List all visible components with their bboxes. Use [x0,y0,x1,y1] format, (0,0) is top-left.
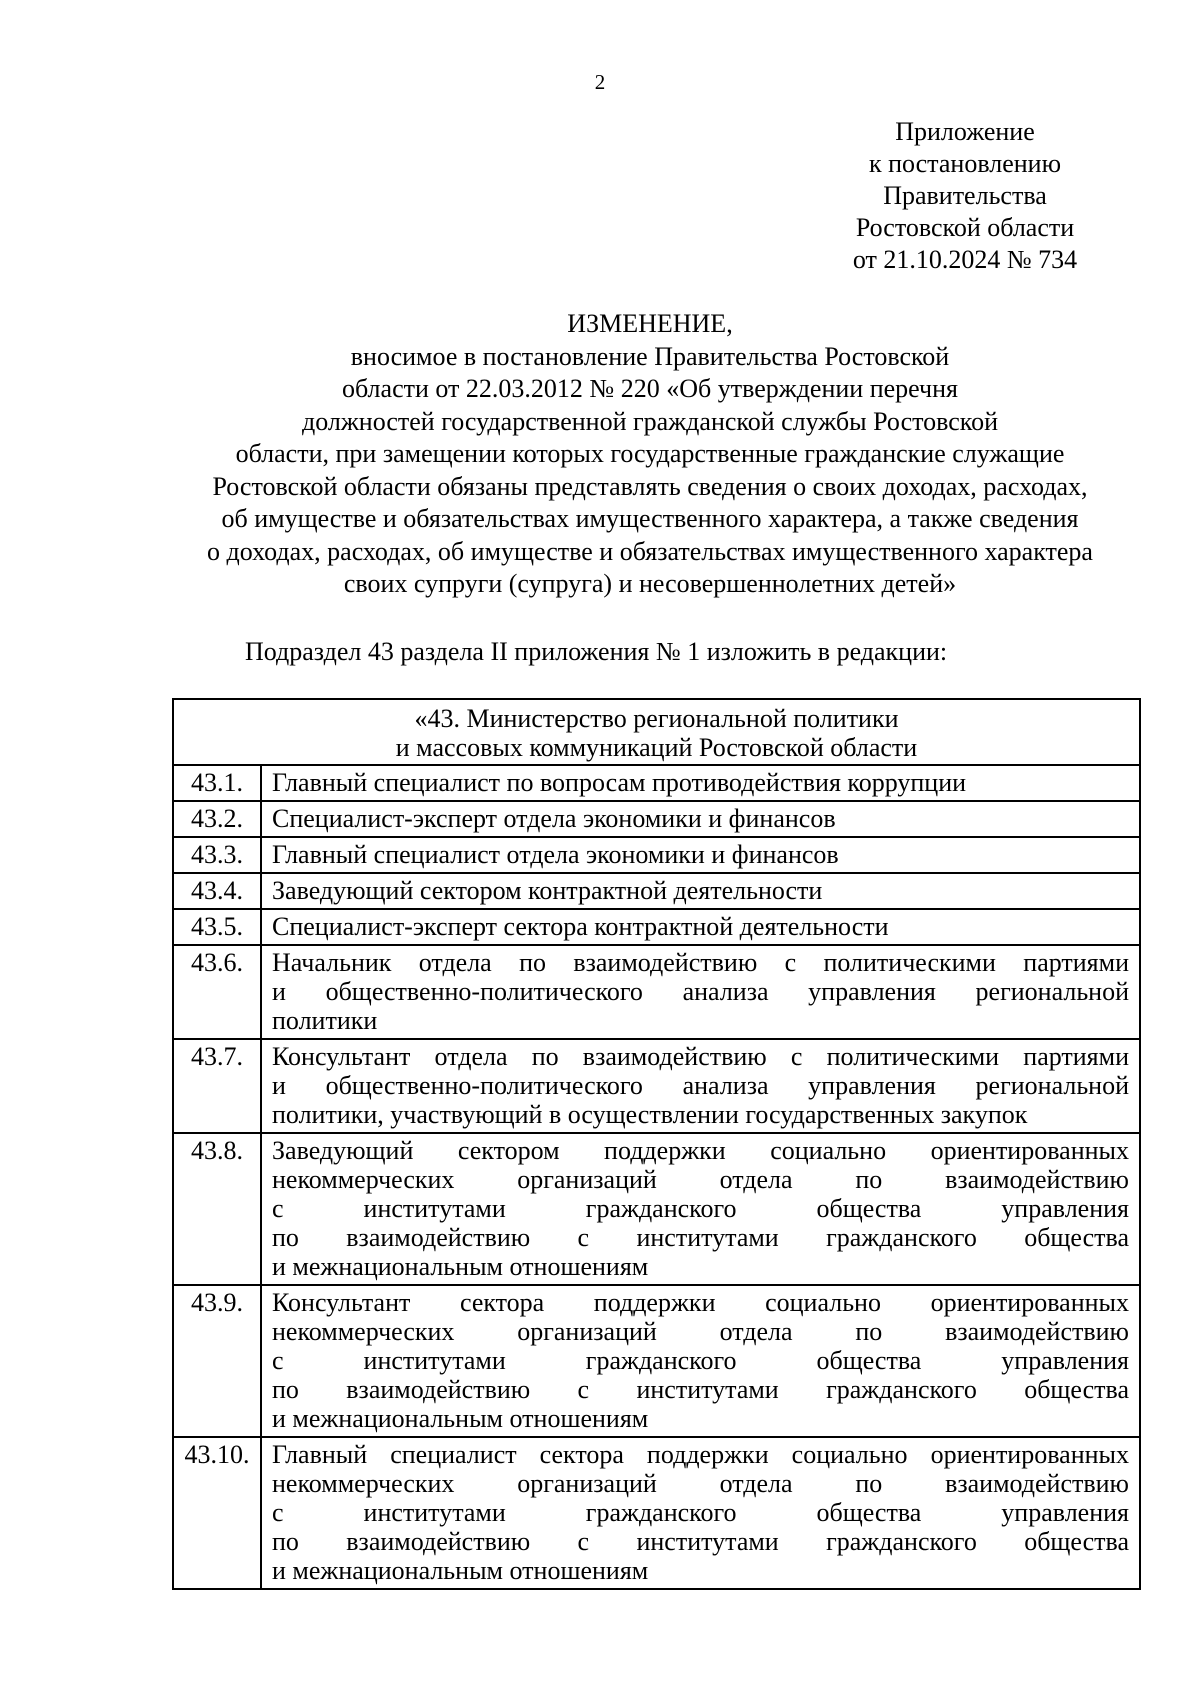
annex-line: от 21.10.2024 № 734 [852,245,1078,274]
annex-line: Приложение [895,117,1035,146]
title-line: должностей государственной гражданской службы Ростовской [301,406,999,436]
position-title-line: некоммерческих организаций отдела по взаимодействию [272,1165,1129,1194]
position-title [261,909,1140,945]
document-title [150,308,1150,601]
position-title [261,1039,1140,1133]
row-number: 43.2. [173,801,261,837]
annex-block [820,116,1110,276]
title-heading: ИЗМЕНЕНИЕ, [567,309,733,338]
table-row [173,873,1140,909]
row-number: 43.10. [173,1437,261,1589]
position-title-line: Заведующий сектором поддержки социально ориентированных [272,1136,1129,1165]
position-title-line: Консультант сектора поддержки социально ориентированных [272,1288,1129,1317]
position-title-line: политики [272,1006,378,1035]
title-line: об имуществе и обязательствах имущественного характера, а также сведения [221,504,1079,533]
position-title-line: Главный специалист отдела экономики и финансов [272,840,839,869]
title-line: о доходах, расходах, об имуществе и обязательствах имущественного характера [207,536,1093,566]
table-row [173,1285,1140,1437]
table-row [173,765,1140,801]
table-header-line: «43. Министерство региональной политики [414,704,899,733]
position-title-line: Заведующий сектором контрактной деятельности [272,876,823,905]
position-title-line: и межнациональным отношениям [272,1556,649,1585]
position-title-line: по взаимодействию с институтами гражданского общества [272,1223,1129,1252]
row-number: 43.3. [173,837,261,873]
position-title-line: некоммерческих организаций отдела по взаимодействию [272,1317,1129,1346]
title-line: своих супруги (супруга) и несовершеннолетних детей» [343,569,957,598]
position-title-line: по взаимодействию с институтами гражданского общества [272,1375,1129,1404]
table-row [173,1437,1140,1589]
position-title-line: Главный специалист по вопросам противодействия коррупции [272,768,967,797]
row-number: 43.8. [173,1133,261,1285]
position-title [261,945,1140,1039]
position-title-line: и межнациональным отношениям [272,1404,649,1433]
position-title [261,873,1140,909]
table-header-cell [173,699,1140,765]
table-row [173,801,1140,837]
title-line: области, при замещении которых государственные гражданские служащие [235,439,1065,468]
row-number: 43.6. [173,945,261,1039]
position-title-line: по взаимодействию с институтами гражданского общества [272,1527,1129,1556]
position-title [261,801,1140,837]
annex-line: Правительства [883,181,1047,210]
table-header-line: и массовых коммуникаций Ростовской области [395,733,918,762]
table-row [173,1133,1140,1285]
page-number: 2 [594,70,606,94]
positions-table [172,698,1141,1590]
row-number: 43.5. [173,909,261,945]
position-title [261,837,1140,873]
position-title-line: с институтами гражданского общества управления [272,1498,1129,1527]
table-row [173,1039,1140,1133]
title-line: вносимое в постановление Правительства Ростовской [350,341,950,371]
table-row [173,837,1140,873]
title-line: Ростовской области обязаны представлять сведения о своих доходах, расходах, [212,471,1088,501]
annex-line: Ростовской области [855,213,1075,242]
position-title-line: и общественно-политического анализа управления региональной [272,977,1129,1006]
position-title-line: некоммерческих организаций отдела по взаимодействию [272,1469,1129,1498]
position-title [261,1437,1140,1589]
position-title [261,1285,1140,1437]
position-title-line: Консультант отдела по взаимодействию с политическими партиями [272,1042,1129,1071]
row-number: 43.9. [173,1285,261,1437]
position-title-line: и межнациональным отношениям [272,1252,649,1281]
position-title-line: с институтами гражданского общества управления [272,1346,1129,1375]
intro-paragraph: Подраздел 43 раздела II приложения № 1 изложить в редакции: [245,637,948,666]
position-title-line: и общественно-политического анализа управления региональной [272,1071,1129,1100]
table-row [173,909,1140,945]
row-number: 43.1. [173,765,261,801]
row-number: 43.4. [173,873,261,909]
title-line: области от 22.03.2012 № 220 «Об утверждении перечня [341,374,959,403]
annex-line: к постановлению [868,149,1062,178]
position-title-line: политики, участвующий в осуществлении государственных закупок [272,1100,1028,1129]
table-header-row [173,699,1140,765]
position-title-line: Главный специалист сектора поддержки социально ориентированных [272,1440,1129,1469]
position-title-line: Специалист-эксперт отдела экономики и финансов [272,804,836,833]
table-row [173,945,1140,1039]
row-number: 43.7. [173,1039,261,1133]
position-title [261,1133,1140,1285]
position-title [261,765,1140,801]
position-title-line: Начальник отдела по взаимодействию с политическими партиями [272,948,1129,977]
position-title-line: Специалист-эксперт сектора контрактной деятельности [272,912,889,941]
position-title-line: с институтами гражданского общества управления [272,1194,1129,1223]
